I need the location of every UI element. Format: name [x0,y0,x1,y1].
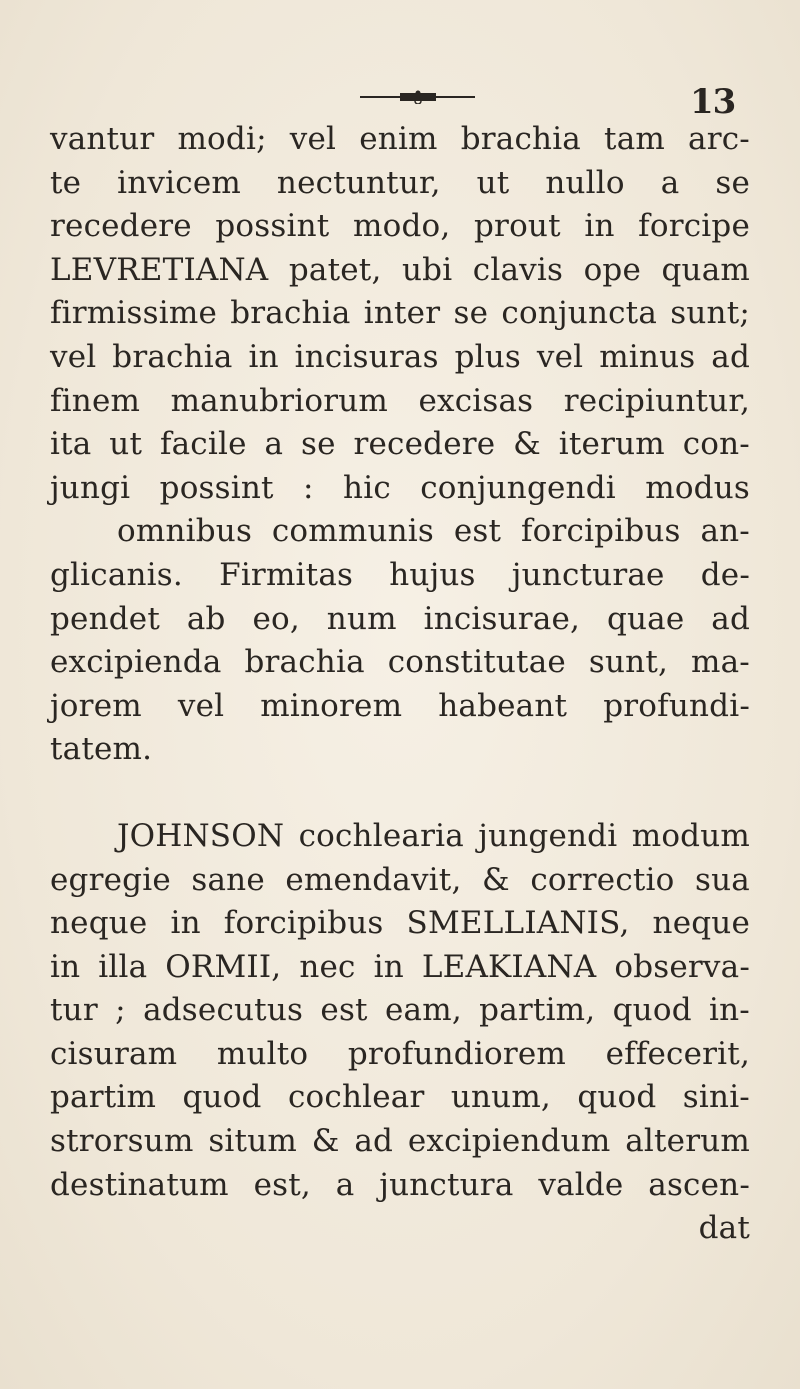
text-line: recedere possint modo, prout in forcipe [50,208,750,245]
text-line: cisuram multo profundiorem effecerit, [50,1035,750,1072]
text-line: glicanis. Firmitas hujus juncturae de- [50,556,750,593]
text-line: te invicem nectuntur, ut nullo a se [50,164,750,201]
text-line: omnibus communis est forcipibus an- [117,513,750,550]
text-line: vel brachia in incisuras plus vel minus ad [50,338,750,375]
body-text [50,118,750,1251]
paragraph-2 [50,815,750,1251]
page-header [0,82,800,122]
text-line: partim quod cochlear unum, quod sini- [50,1079,750,1116]
text-line: ita ut facile a se recedere & iterum con- [50,426,750,463]
text-line: JOHNSON cochlearia jungendi modum [117,817,750,854]
text-line: finem manubriorum excisas recipiuntur, [50,382,750,419]
text-line: firmissime brachia inter se conjuncta sunt; [50,295,750,332]
text-line: neque in forcipibus SMELLIANIS, neque [50,905,750,942]
text-line: tatem. [50,731,153,768]
text-line: LEVRETIANA patet, ubi clavis ope quam [50,251,750,288]
text-line: pendet ab eo, num incisurae, quae ad [50,600,750,637]
page-number: 13 [690,82,736,122]
catchword: dat [698,1210,750,1247]
printer-ornament-rule-icon [360,90,475,104]
paragraph-gap [50,772,750,815]
text-line: strorsum situm & ad excipiendum alterum [50,1123,750,1160]
text-line: excipienda brachia constitutae sunt, ma- [50,644,750,681]
text-line: jungi possint : hic conjungendi modus [50,469,750,506]
text-line: vantur modi; vel enim brachia tam arc- [50,121,750,157]
text-line: tur ; adsecutus est eam, partim, quod in- [50,992,750,1029]
text-line: egregie sane emendavit, & correctio sua [50,861,750,898]
text-line: in illa ORMII, nec in LEAKIANA observa- [50,948,750,985]
paragraph-1 [50,118,750,772]
text-line: jorem vel minorem habeant profundi- [50,687,750,724]
text-line: destinatum est, a junctura valde ascen- [50,1166,750,1203]
